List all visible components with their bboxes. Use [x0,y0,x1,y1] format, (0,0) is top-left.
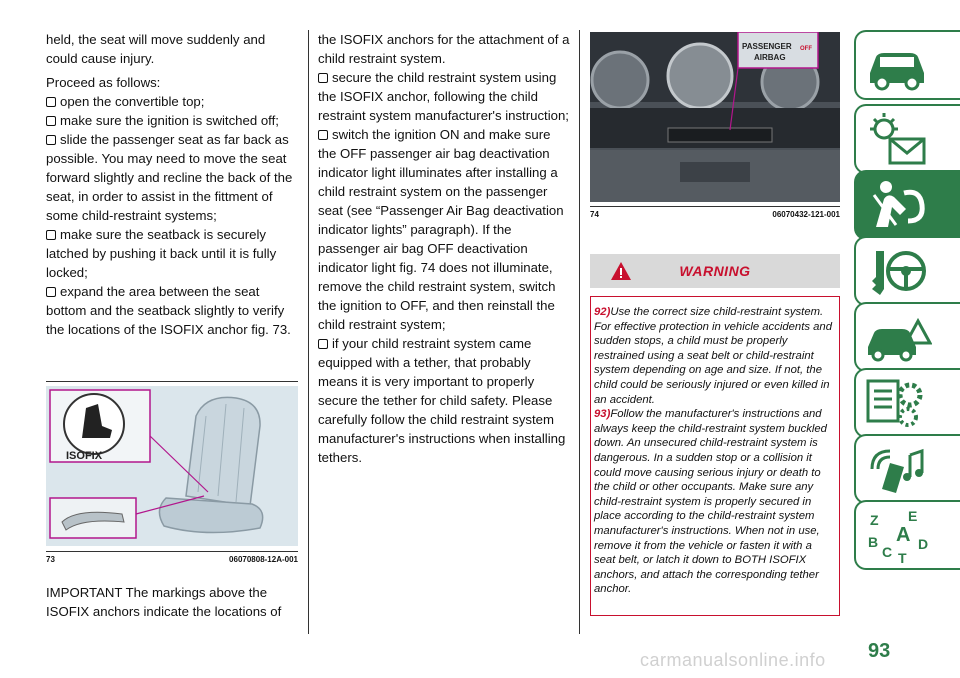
breakdown-car-icon [862,307,932,367]
dashboard-illustration [590,32,840,202]
tab-safety[interactable] [854,170,960,240]
warning-item-number: 92) [594,306,611,318]
column-divider [308,30,309,634]
maintenance-gears-icon [862,373,932,433]
key-steering-wheel-icon [862,241,932,301]
checkbox-bullet-icon [46,287,56,297]
bullet-item: secure the child restraint system using the ISOFIX anchor, following the child restraint system manufacturer's instruction; [318,70,569,123]
text-column-middle [318,30,570,467]
warning-title: WARNING [679,263,751,279]
bullet-item: if your child restraint system came equipped with a tether, that probably means it is very important to properly secure the tether for child safety. Please carefully follow the child restraint system manufacturer's instructions when installing tethers. [318,336,566,465]
checkbox-bullet-icon [318,339,328,349]
figure-code: 06070808-12A-001 [229,555,298,564]
airbag-off-label: OFF [800,46,812,52]
bullet-item: slide the passenger seat as far back as possible. You may need to move the seat forward slightly and recline the back of the seat, in order to assist in the fittment of some child-restraint systems; [46,132,293,223]
isofix-inset-label: ISOFIX [66,450,103,462]
paragraph: IMPORTANT The markings above the ISOFIX anchors indicate the locations of [46,585,282,619]
checkbox-bullet-icon [318,130,328,140]
paragraph: Proceed as follows: [46,75,161,90]
checkbox-bullet-icon [46,230,56,240]
svg-text:D: D [918,536,929,552]
important-note [46,583,298,621]
column-divider [579,30,580,634]
bullet-item: open the convertible top; [46,92,298,111]
figure-number: 74 [590,210,599,219]
figure-code: 06070432-121-001 [772,210,840,219]
tab-index[interactable] [854,500,960,570]
bullet-item: expand the area between the seat bottom and the seatback slightly to verify the locations of the ISOFIX anchor fig. 73. [46,284,291,337]
figure-73-isofix-seat [46,386,298,546]
figure-74-dashboard-airbag-light [590,32,840,202]
svg-text:E: E [908,508,918,524]
multimedia-icon [862,439,932,499]
passenger-airbag-label: AIRBAG [754,53,786,62]
figure-74-caption [590,209,840,221]
checkbox-bullet-icon [46,116,56,126]
bullet-item: make sure the seatback is securely latched by pushing it back until it is fully locked; [46,227,277,280]
svg-text:B: B [868,534,879,550]
figure-rule [46,381,298,382]
tab-maintenance[interactable] [854,368,960,438]
figure-73-caption [46,554,298,566]
tab-car-overview[interactable] [854,30,960,100]
passenger-airbag-label: PASSENGER [742,42,792,51]
tab-emergency[interactable] [854,302,960,372]
car-icon [862,35,932,95]
checkbox-bullet-icon [46,97,56,107]
svg-text:A: A [896,524,911,546]
bullet-item: switch the ignition ON and make sure the OFF passenger air bag deactivation indicator light illuminates after installing a child restraint system on the passenger seat (see “Passenger Air Bag deactivation indicator lights” paragraph). If the passenger air bag OFF deactivation indicator light fig. 74 does not illuminate, remove the child restraint system, switch the ignition to OFF, and then reinstall the child restraint system; [318,127,564,332]
svg-text:T: T [898,550,907,565]
warning-item-number: 93) [594,408,611,421]
svg-text:C: C [882,544,893,560]
paragraph: the ISOFIX anchors for the attachment of a child restraint system. [318,32,570,66]
warning-header [590,254,840,288]
tab-multimedia[interactable] [854,434,960,504]
paragraph: held, the seat will move suddenly and could cause injury. [46,32,266,66]
alphabetical-index-icon [862,505,932,565]
bullet-item: make sure the ignition is switched off; [46,111,298,130]
figure-number: 73 [46,555,55,564]
isofix-seat-illustration [46,386,298,546]
figure-rule [590,206,840,207]
tab-starting-driving[interactable] [854,236,960,306]
checkbox-bullet-icon [318,73,328,83]
page-number: 93 [868,640,891,662]
airbag-safety-icon [862,175,932,235]
tab-warning-lights[interactable] [854,104,960,174]
warning-item: 92)Use the correct size child-restraint system. For effective protection in vehicle accidents and sudden stops, a child must be properly restrained using a seat belt or child-restraint system depending on age and size. If not, the child could be seriously injured or even killed in an accident. [594,306,832,406]
watermark: carmanualsonline.info [640,650,826,670]
warning-item: 93)Follow the manufacturer's instructions and always keep the child-restraint system buckled down. An unsecured child-restraint system is dangerous. In a sudden stop or a collision it could move causing serious injury or death to the child or other occupants. Make sure any child-restraint system is properly secured in place according to the child-restraint system manufacturer's instructions. When not in use, remove it from the vehicle or fasten it with a seat belt, or latch it down to BOTH ISOFIX anchors, and attach the corresponding tether anchor. [594,408,827,596]
warning-light-envelope-icon [862,109,932,169]
svg-text:Z: Z [870,512,879,528]
checkbox-bullet-icon [46,135,56,145]
figure-rule [46,551,298,552]
text-column-left [46,30,298,339]
warning-text [594,305,836,597]
